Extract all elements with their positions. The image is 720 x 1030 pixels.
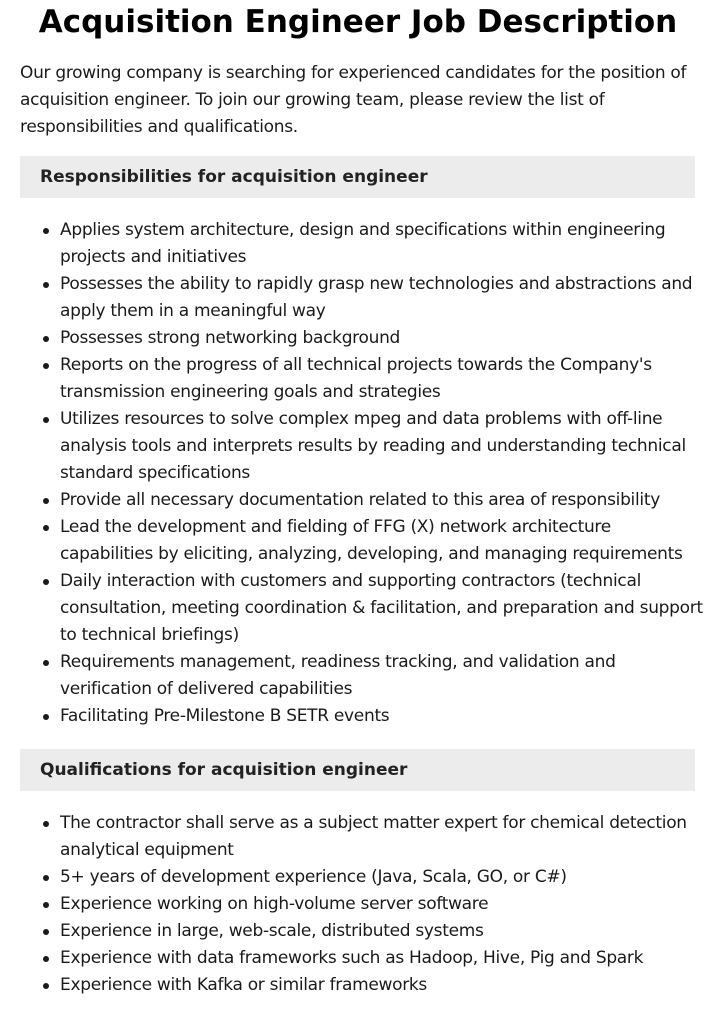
list-item: Possesses the ability to rapidly grasp new technologies and abstractions and apply them in a meaningful way: [60, 271, 704, 325]
list-item: Reports on the progress of all technical projects towards the Company's transmission engineering goals and strategies: [60, 352, 704, 406]
list-item: Experience with data frameworks such as Hadoop, Hive, Pig and Spark: [60, 945, 704, 972]
list-item: Requirements management, readiness tracking, and validation and verification of delivered capabilities: [60, 649, 704, 703]
list-item: Experience with Kafka or similar frameworks: [60, 972, 704, 999]
qualifications-heading: Qualifications for acquisition engineer: [20, 749, 695, 791]
list-item: The contractor shall serve as a subject matter expert for chemical detection analytical equipment: [60, 810, 704, 864]
list-item: Provide all necessary documentation related to this area of responsibility: [60, 487, 704, 514]
qualifications-list: [20, 810, 704, 999]
list-item: Experience in large, web-scale, distributed systems: [60, 918, 704, 945]
list-item: Utilizes resources to solve complex mpeg and data problems with off-line analysis tools and interprets results by reading and understanding technical standard specifications: [60, 406, 704, 487]
list-item: Lead the development and fielding of FFG (X) network architecture capabilities by eliciting, analyzing, developing, and managing requirements: [60, 514, 704, 568]
list-item: Possesses strong networking background: [60, 325, 704, 352]
list-item: Facilitating Pre-Milestone B SETR events: [60, 703, 704, 730]
list-item: Experience working on high-volume server software: [60, 891, 704, 918]
intro-paragraph: Our growing company is searching for experienced candidates for the position of acquisition engineer. To join our growing team, please review the list of responsibilities and qualifications.: [20, 63, 687, 137]
responsibilities-heading: Responsibilities for acquisition engineer: [20, 156, 695, 198]
responsibilities-list: [20, 217, 704, 730]
list-item: Daily interaction with customers and supporting contractors (technical consultation, meeting coordination & facilitation, and preparation and support to technical briefings): [60, 568, 704, 649]
page-title: Acquisition Engineer Job Description: [38, 4, 678, 40]
list-item: Applies system architecture, design and specifications within engineering projects and initiatives: [60, 217, 704, 271]
list-item: 5+ years of development experience (Java, Scala, GO, or C#): [60, 864, 704, 891]
